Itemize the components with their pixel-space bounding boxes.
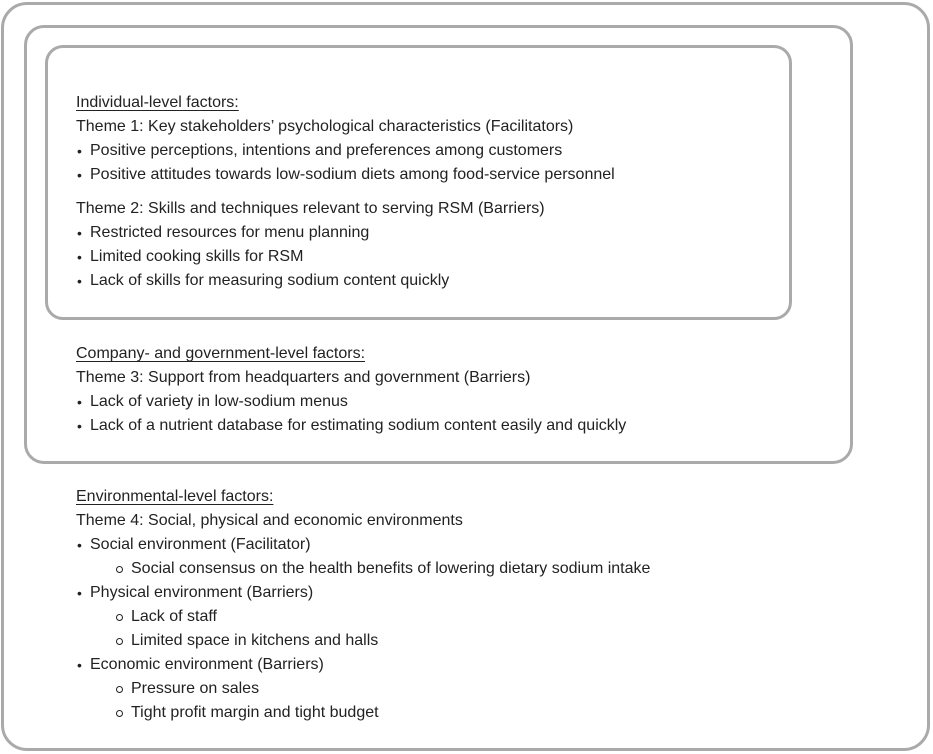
bullet-icon: • [77,537,82,553]
bullet-icon: • [77,273,82,289]
list-item-text: Social environment (Facilitator) [90,536,311,553]
list-item [76,139,615,163]
list-item [76,245,615,269]
list-item [76,390,626,414]
theme-4-title: Theme 4: Social, physical and economic environments [76,512,463,529]
list-item-text: Economic environment (Barriers) [90,656,324,673]
company-level-heading: Company- and government-level factors: [76,345,366,362]
list-item [76,163,615,187]
company-level-section [76,342,626,438]
list-item-text: Lack of a nutrient database for estimating sodium content easily and quickly [90,417,627,434]
list-item-text: Lack of skills for measuring sodium content quickly [90,272,450,289]
sub-list-item [76,629,650,653]
list-item-text: Lack of variety in low-sodium menus [90,393,348,410]
sub-list-item-text: Limited space in kitchens and halls [131,632,379,649]
bullet-icon: • [77,143,82,159]
list-item [76,269,615,293]
sub-list-item-text: Pressure on sales [131,680,260,697]
list-item-text: Limited cooking skills for RSM [90,248,304,265]
circle-bullet-icon [116,638,123,645]
list-item-text: Restricted resources for menu planning [90,224,370,241]
list-item [76,581,650,605]
environmental-level-section [76,485,650,725]
list-item [76,653,650,677]
sub-list-item [76,677,650,701]
bullet-icon: • [77,167,82,183]
sub-list-item-text: Lack of staff [131,608,217,625]
individual-level-section [76,91,615,293]
list-item [76,414,626,438]
circle-bullet-icon [116,614,123,621]
bullet-icon: • [77,394,82,410]
sub-list-item [76,605,650,629]
individual-level-heading: Individual-level factors: [76,94,239,111]
list-item-text: Positive perceptions, intentions and preferences among customers [90,142,563,159]
theme-2-title: Theme 2: Skills and techniques relevant to serving RSM (Barriers) [76,200,545,217]
list-item-text: Positive attitudes towards low-sodium diets among food-service personnel [90,166,615,183]
circle-bullet-icon [116,566,123,573]
bullet-icon: • [77,585,82,601]
list-item [76,533,650,557]
environmental-level-heading: Environmental-level factors: [76,488,274,505]
circle-bullet-icon [116,710,123,717]
bullet-icon: • [77,418,82,434]
sub-list-item-text: Social consensus on the health benefits of lowering dietary sodium intake [131,560,651,577]
bullet-icon: • [77,249,82,265]
list-item-text: Physical environment (Barriers) [90,584,314,601]
theme-3-title: Theme 3: Support from headquarters and government (Barriers) [76,369,531,386]
bullet-icon: • [77,657,82,673]
sub-list-item [76,701,650,725]
circle-bullet-icon [116,686,123,693]
sub-list-item [76,557,650,581]
list-item [76,221,615,245]
theme-1-title: Theme 1: Key stakeholders’ psychological characteristics (Facilitators) [76,118,574,135]
bullet-icon: • [77,225,82,241]
sub-list-item-text: Tight profit margin and tight budget [131,704,379,721]
